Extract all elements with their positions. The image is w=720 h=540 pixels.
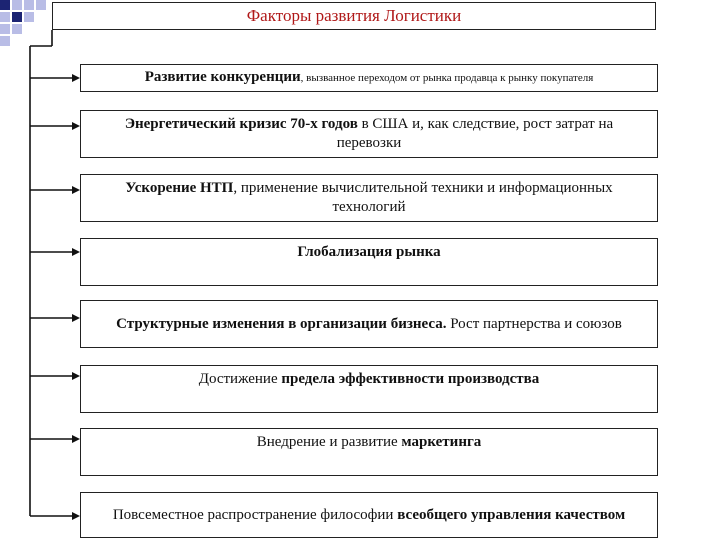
factor-text-bold: предела эффективности производства [281,371,540,387]
factor-text-bold: Глобализация рынка [297,244,441,260]
factor-box-business-structure [80,300,658,348]
factor-text-regular: в США и, как следствие, рост затрат на перевозки [336,116,614,151]
arrow-head-icon [72,74,80,82]
factor-text-bold: Энергетический кризис 70-х годов [124,116,358,132]
arrow-head-icon [72,248,80,256]
arrow-head-icon [72,435,80,443]
factor-text-regular: , применение вычислительной техники и информационных технологий [233,180,613,215]
diagram-title: Факторы развития Логистики [52,2,656,30]
factor-text-regular: Повсеместное распространение философии [112,506,398,523]
factor-text [145,68,594,88]
factor-box-total-quality [80,492,658,538]
factor-text-regular: Внедрение и развитие [256,434,402,450]
arrow-head-icon [72,314,80,322]
arrow-head-icon [72,372,80,380]
arrow-head-icon [72,512,80,520]
factor-box-competition [80,64,658,92]
factor-text [113,506,625,525]
corner-decoration-icon [0,0,60,60]
arrow-head-icon [72,186,80,194]
factor-text [257,433,482,452]
factor-box-marketing [80,428,658,476]
factor-text-regular: , вызванное переходом от рынка продавца к рынку покупателя [300,72,594,84]
factor-text-bold: Структурные изменения в организации бизнеса. [116,315,447,332]
factor-text-regular: Достижение [198,371,282,387]
factor-box-production-efficiency [80,365,658,413]
factor-text [199,370,540,389]
factor-text-bold: Ускорение НТП [125,180,234,196]
factor-text-bold: маркетинга [401,434,482,450]
factor-text-bold: всеобщего управления качеством [397,506,626,523]
factor-box-energy-crisis [80,110,658,158]
factor-text-bold: Развитие конкуренции [144,69,301,85]
factor-text [116,315,622,334]
factor-text [297,243,440,262]
factor-box-market-globalization [80,238,658,286]
factor-text [91,179,647,217]
factor-text [91,115,647,153]
arrow-head-icon [72,122,80,130]
factor-text-regular: Рост партнерства и союзов [446,315,622,332]
factor-box-scientific-progress [80,174,658,222]
